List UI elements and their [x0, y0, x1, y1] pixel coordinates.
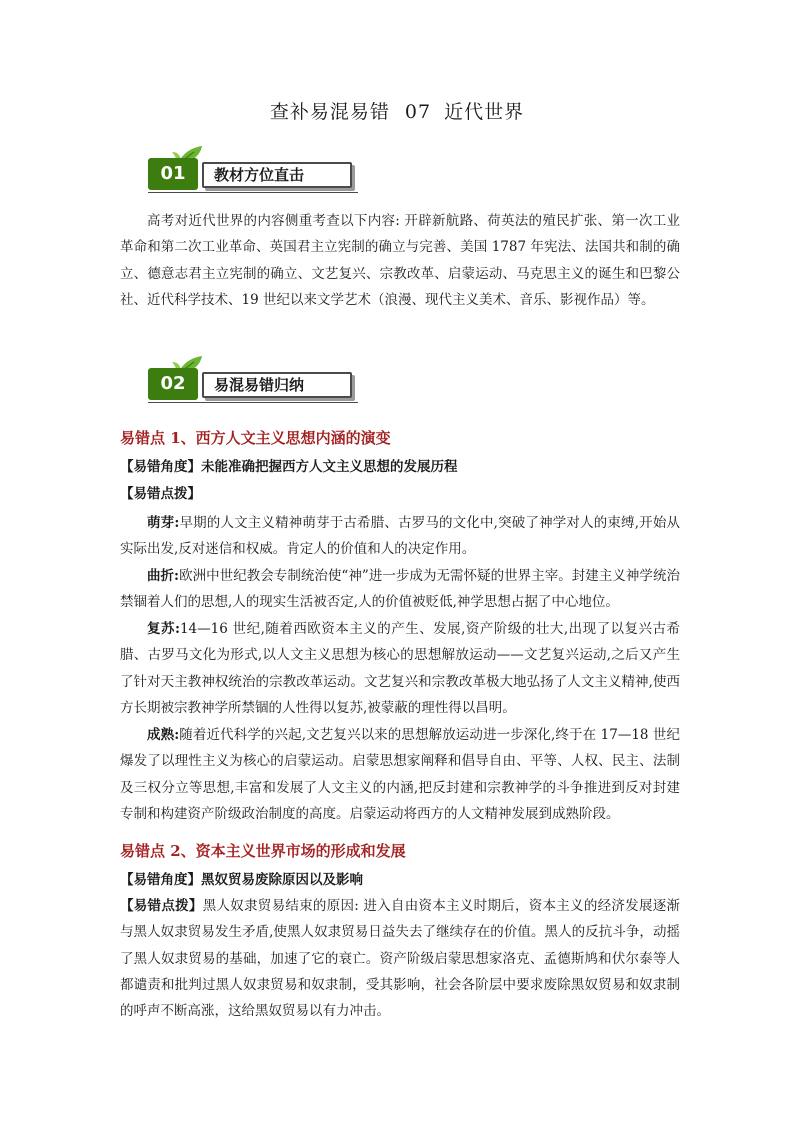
- point1-tip-label: 【易错点拨】: [120, 486, 201, 502]
- item-term: 曲折:: [147, 568, 180, 584]
- point1-item-revival: [120, 616, 680, 721]
- point1-heading: 易错点 1、西方人文主义思想内涵的演变: [120, 429, 391, 447]
- item-text: 欧洲中世纪教会专制统治使“神”进一步成为无需怀疑的世界主宰。封建主义神学统治禁锢着人们的思想,人的现实生活被否定,人的价值被贬低,神学思想占据了中心地位。: [120, 568, 680, 611]
- section-underline: [148, 402, 358, 403]
- section-label: 易混易错归纳: [202, 372, 352, 398]
- section-badge: 02: [148, 368, 198, 400]
- point1-item-sprout: [120, 510, 680, 563]
- item-text: 随着近代科学的兴起,文艺复兴以来的思想解放运动进一步深化,终于在 17—18 世纪爆发了以理性主义为核心的启蒙运动。启蒙思想家阐释和倡导自由、平等、人权、民主、法制及三权分立等思想,丰富和发展了人文主义的内涵,把反封建和宗教神学的斗争推进到反对封建专制和构建资产阶级政治制度的高度。启蒙运动将西方的人文精神发展到成熟阶段。: [120, 727, 680, 822]
- section-underline: [148, 192, 358, 193]
- point2-angle: 【易错角度】黑奴贸易废除原因以及影响: [120, 872, 363, 888]
- item-term: 复苏:: [147, 621, 180, 637]
- point1-angle: 【易错角度】未能准确把握西方人文主义思想的发展历程: [120, 459, 458, 475]
- item-text: 早期的人文主义精神萌芽于古希腊、古罗马的文化中,突破了神学对人的束缚,开始从实际出发,反对迷信和权威。肯定人的价值和人的决定作用。: [120, 515, 680, 558]
- tip-label: 【易错点拨】: [120, 898, 203, 914]
- title-number: 07: [404, 101, 432, 123]
- item-text: 14—16 世纪,随着西欧资本主义的产生、发展,资产阶级的壮大,出现了以复兴古希腊、古罗马文化为形式,以人文主义思想为核心的思想解放运动——文艺复兴运动,之后又产生了针对天主教神权统治的宗教改革运动。文艺复兴和宗教改革极大地弘扬了人文主义精神,使西方长期被宗教神学所禁锢的人性得以复苏,被蒙蔽的理性得以昌明。: [120, 621, 681, 716]
- point1-item-setback: [120, 563, 680, 616]
- intro-paragraph: 高考对近代世界的内容侧重考查以下内容: 开辟新航路、荷英法的殖民扩张、第一次工业革命和第二次工业革命、英国君主立宪制的确立与完善、美国 1787 年宪法、法国共和制的确立、德意志君主立宪制的确立、文艺复兴、宗教改革、启蒙运动、马克思主义的诞生和巴黎公社、近代科学技术、19 世纪以来文学艺术（浪漫、现代主义美术、音乐、影视作品）等。: [120, 213, 680, 308]
- page-title: [0, 97, 794, 124]
- title-topic: 近代世界: [444, 101, 525, 123]
- item-term: 萌芽:: [147, 515, 180, 531]
- point2-tip-paragraph: [120, 893, 680, 1024]
- section-header-02: [148, 362, 358, 402]
- section-badge: 01: [148, 158, 198, 190]
- tip-text: 黑人奴隶贸易结束的原因: 进入自由资本主义时期后，资本主义的经济发展逐渐与黑人奴隶贸易发生矛盾,使黑人奴隶贸易日益失去了继续存在的价值。黑人的反抗斗争，动摇了黑人奴隶贸易的基础，加速了它的衰亡。资产阶级启蒙思想家洛克、孟德斯鸠和伏尔泰等人都谴责和批判过黑人奴隶贸易和奴隶制，受其影响，社会各阶层中要求废除黑奴贸易和奴隶制的呼声不断高涨，这给黑奴贸易以有力冲击。: [120, 898, 681, 1020]
- title-prefix: 查补易混易错: [269, 101, 390, 123]
- point2-heading: 易错点 2、资本主义世界市场的形成和发展: [120, 842, 406, 860]
- section-label: 教材方位直击: [202, 162, 352, 188]
- item-term: 成熟:: [147, 727, 180, 743]
- section-header-01: [148, 152, 358, 192]
- point1-item-maturity: [120, 722, 680, 827]
